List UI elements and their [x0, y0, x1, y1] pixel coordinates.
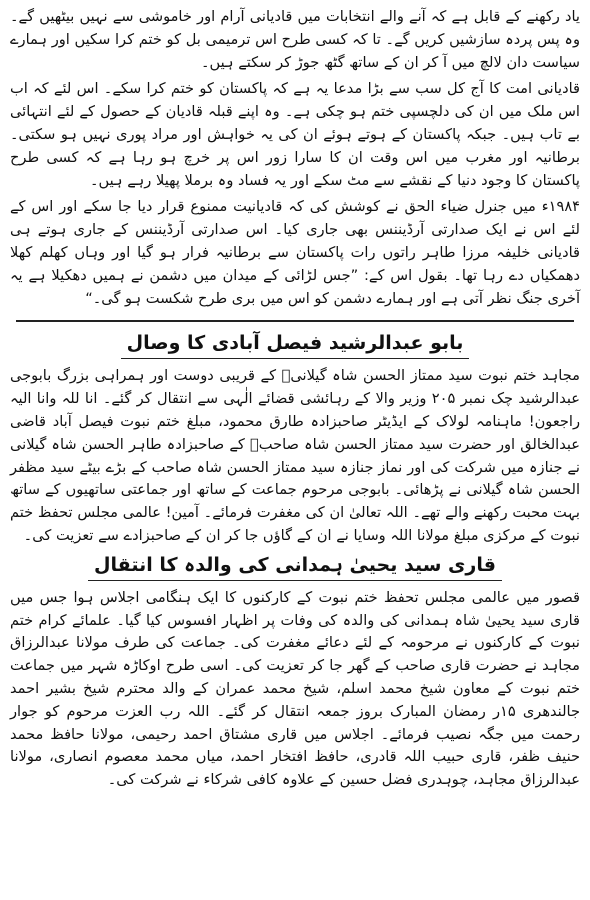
section-heading-babu — [10, 330, 580, 359]
section-obituary-qari — [10, 552, 580, 792]
intro-paragraph-1: یاد رکھنے کے قابل ہے کہ آنے والے انتخابات میں قادیانی آرام اور خاموشی سے نہیں بیٹھیں گے۔ وہ پس پردہ سازشیں کریں گے۔ تا کہ کسی طرح اس ترمیمی بل کو ختم کرا سکیں اور ہمارے سیاست دان لالچ میں آ کر ان کے ساتھ گٹھ جوڑ کر سکتے ہیں۔ — [10, 8, 580, 71]
babu-paragraph-1: مجاہد ختم نبوت سید ممتاز الحسن شاہ گیلانیؒ کے قریبی دوست اور ہمراہی بزرگ بابوجی عبدالرشید چک نمبر ۲۰۵ وزیر والا کے رہائشی قضائے الٰہی سے انتقال کر گئے۔ انا للہ وانا الیہ راجعون! ماہنامہ لولاک کے ایڈیٹر صاحبزادہ طارق محمود، مبلغ ختم نبوت فیصل آباد قاضی عبدالخالق اور حضرت سید ممتاز الحسن شاہ صاحبؒ کے صاحبزادہ طاہر الحسن شاہ گیلانی نے جنازہ میں شرکت کی اور نماز جنازہ سید ممتاز الحسن شاہ صاحب کے بڑے بیٹے سید مظفر الحسن شاہ گیلانی نے پڑھائی۔ بابوجی مرحوم جماعت کے ساتھ اور جماعتی ساتھیوں کے ساتھ بہت محبت رکھنے والے تھے۔ اللہ تعالیٰ ان کی مغفرت فرمائے۔ آمین! عالمی مجلس تحفظ ختم نبوت کے مرکزی مبلغ مولانا اللہ وسایا نے ان کے گاؤں جا کر ان کے صاحبزادے سے تعزیت کی۔ — [10, 367, 580, 544]
section-obituary-babu — [10, 330, 580, 547]
section-heading-qari-text: قاری سید یحییٰ ہمدانی کی والدہ کا انتقال — [88, 552, 502, 581]
section-divider — [16, 320, 574, 322]
intro-paragraph-3: ۱۹۸۴ء میں جنرل ضیاء الحق نے کوشش کی کہ قادیانیت ممنوع قرار دیا جا سکے اور اس کے لئے اس نے ایک صدارتی آرڈیننس بھی جاری کیا۔ اس صدارتی آرڈیننس کے جاری ہوتے ہی قادیانی خلیفہ مرزا طاہر راتوں رات پاکستان سے برطانیہ فرار ہو گیا اور وہاں کھلم کھلا دھمکیاں دے رہا تھا۔ بقول اس کے: ”جس لڑائی کے میدان میں دشمن نے ہمیں دھکیلا ہے یہ آخری جنگ نظر آتی ہے اور ہمارے دشمن کو اس میں بری طرح شکست ہو گی۔“ — [10, 198, 580, 307]
intro-paragraph-2: قادیانی امت کا آج کل سب سے بڑا مدعا یہ ہے کہ پاکستان کو ختم کرا سکے۔ اس لئے کہ اب اس ملک میں ان کی دلچسپی ختم ہو چکی ہے۔ وہ اپنے قبلہ قادیان کے حصول کے لئے انتہائی بے تاب ہیں۔ جبکہ پاکستان کے ہوتے ہوئے ان کی یہ خواہش اور مراد پوری نہیں ہو سکتی۔ برطانیہ اور مغرب میں اس وقت ان کا سارا زور اس پر خرچ ہو رہا ہے کہ کسی طرح پاکستان کا وجود دنیا کے نقشے سے مٹ سکے اور یہ فساد وہ برملا پھیلا رہے ہیں۔ — [10, 80, 580, 189]
section-heading-babu-text: بابو عبدالرشید فیصل آبادی کا وصال — [121, 330, 470, 359]
section-intro — [10, 6, 580, 310]
section-heading-qari — [10, 552, 580, 581]
qari-paragraph-1: قصور میں عالمی مجلس تحفظ ختم نبوت کے کارکنوں کا ایک ہنگامی اجلاس ہوا جس میں قاری سید یحییٰ شاہ ہمدانی کی والدہ کی وفات پر اظہار افسوس کیا گیا۔ علمائے کرام ختم نبوت کے کارکنوں نے مرحومہ کے لئے دعائے مغفرت کی۔ جماعت کی طرف مولانا عبدالرزاق مجاہد نے حضرت قاری صاحب کے گھر جا کر تعزیت کی۔ اسی طرح اوکاڑہ شہر میں جماعت ختم نبوت کے معاون شیخ محمد اسلم، شیخ محمد عمران کے والد محترم شیخ بشیر احمد جالندھری ۱۵ر رمضان المبارک بروز جمعہ انتقال کر گئے۔ اللہ رب العزت مرحوم کو جوار رحمت میں جگہ نصیب فرمائے۔ اجلاس میں قاری مشتاق احمد رحیمی، مولانا حافظ محمد حنیف ظفر، قاری حبیب اللہ قادری، حافظ افتخار احمد، میاں محمد معصوم انصاری، مولانا عبدالرزاق مجاہد، چوہدری فضل حسین کے علاوہ کافی شرکاء نے شرکت کی۔ — [10, 588, 580, 789]
